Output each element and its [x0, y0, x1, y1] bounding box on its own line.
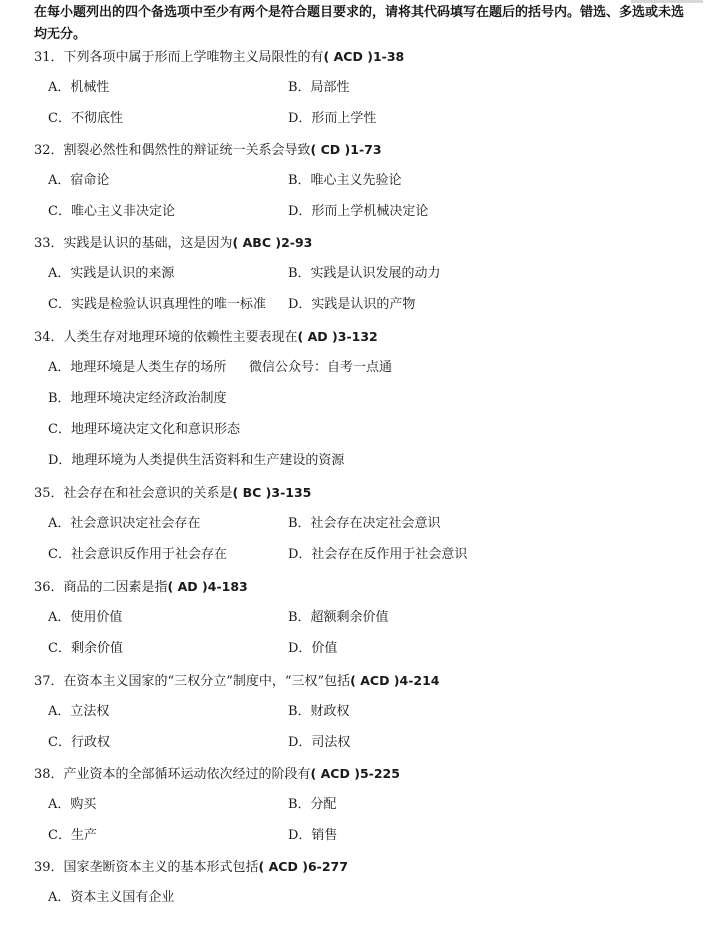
answer-key: ACD	[333, 49, 363, 64]
answer-key: CD	[320, 142, 341, 157]
option-a: A．资本主义国有企业	[48, 890, 175, 905]
option-a: A．宿命论	[48, 173, 110, 188]
page-reference: 5-225	[359, 766, 400, 781]
option-d: D．社会存在反作用于社会意识	[288, 547, 468, 562]
option-b: B．地理环境决定经济政治制度	[48, 391, 227, 406]
option-c: C．社会意识反作用于社会存在	[48, 547, 227, 562]
option-b: B．财政权	[288, 704, 350, 719]
question-37: 37．在资本主义国家的“三权分立”制度中，“三权”包括( ACD )4-214	[34, 673, 440, 689]
option-c: C．剩余价值	[48, 641, 123, 656]
answer-key: AD	[307, 329, 328, 344]
option-d: D．地理环境为人类提供生活资料和生产建设的资源	[48, 453, 345, 468]
option-b: B．社会存在决定社会意识	[288, 516, 441, 531]
option-d: D．销售	[288, 828, 338, 843]
option-b: B．超额剩余价值	[288, 610, 389, 625]
question-35: 35．社会存在和社会意识的关系是( BC )3-135	[34, 485, 312, 501]
question-33: 33．实践是认识的基础，这是因为( ABC )2-93	[34, 235, 313, 251]
option-d: D．形而上学机械决定论	[288, 204, 429, 219]
page-reference: 1-73	[350, 142, 382, 157]
answer-key: ACD	[320, 766, 350, 781]
question-stem: 36．商品的二因素是指	[34, 580, 168, 595]
option-c: C．实践是检验认识真理性的唯一标准	[48, 297, 266, 312]
question-stem: 38．产业资本的全部循环运动依次经过的阶段有	[34, 767, 311, 782]
option-c: C．不彻底性	[48, 111, 123, 126]
option-c: C．唯心主义非决定论	[48, 204, 175, 219]
option-b: B．局部性	[288, 80, 350, 95]
option-a: A．地理环境是人类生存的场所	[48, 360, 227, 375]
option-a: A．使用价值	[48, 610, 123, 625]
question-stem: 33．实践是认识的基础，这是因为	[34, 236, 233, 251]
question-stem: 31．下列各项中属于形而上学唯物主义局限性的有	[34, 50, 324, 65]
option-c: C．生产	[48, 828, 97, 843]
answer-key: ABC	[242, 235, 272, 250]
option-c: C．地理环境决定文化和意识形态	[48, 422, 240, 437]
watermark-note: 微信公众号：自考一点通	[249, 360, 393, 375]
answer-key: AD	[177, 579, 198, 594]
option-d: D．价值	[288, 641, 338, 656]
option-a: A．购买	[48, 797, 97, 812]
page-reference: 4-183	[207, 579, 248, 594]
question-39: 39．国家垄断资本主义的基本形式包括( ACD )6-277	[34, 859, 348, 875]
option-b: B．实践是认识发展的动力	[288, 266, 441, 281]
option-b: B．分配	[288, 797, 337, 812]
page-reference: 3-135	[271, 485, 312, 500]
question-stem: 39．国家垄断资本主义的基本形式包括	[34, 860, 259, 875]
question-31: 31．下列各项中属于形而上学唯物主义局限性的有( ACD )1-38	[34, 49, 405, 65]
page-reference: 2-93	[281, 235, 313, 250]
option-c: C．行政权	[48, 735, 110, 750]
question-stem: 35．社会存在和社会意识的关系是	[34, 486, 233, 501]
option-b: B．唯心主义先验论	[288, 173, 402, 188]
answer-key: ACD	[268, 859, 298, 874]
page-reference: 4-214	[399, 673, 440, 688]
question-stem: 34．人类生存对地理环境的依赖性主要表现在	[34, 330, 298, 345]
question-34: 34．人类生存对地理环境的依赖性主要表现在( AD )3-132	[34, 329, 378, 345]
question-32: 32．割裂必然性和偶然性的辩证统一关系会导致( CD )1-73	[34, 142, 382, 158]
option-d: D．司法权	[288, 735, 351, 750]
question-36: 36．商品的二因素是指( AD )4-183	[34, 579, 248, 595]
question-38: 38．产业资本的全部循环运动依次经过的阶段有( ACD )5-225	[34, 766, 400, 782]
page-reference: 6-277	[307, 859, 348, 874]
option-a: A．机械性	[48, 80, 110, 95]
section-instructions: 在每小题列出的四个备选项中至少有两个是符合题目要求的，请将其代码填写在题后的括号内。错选、多选或未选均无分。	[34, 5, 685, 42]
page-reference: 1-38	[372, 49, 405, 64]
option-a: A．立法权	[48, 704, 110, 719]
option-d: D．形而上学性	[288, 111, 377, 126]
option-a: A．实践是认识的来源	[48, 266, 175, 281]
question-stem: 32．割裂必然性和偶然性的辩证统一关系会导致	[34, 143, 311, 158]
answer-key: BC	[242, 485, 262, 500]
option-d: D．实践是认识的产物	[288, 297, 416, 312]
page-reference: 3-132	[337, 329, 378, 344]
question-stem: 37．在资本主义国家的“三权分立”制度中，“三权”包括	[34, 674, 351, 689]
answer-key: ACD	[360, 673, 390, 688]
option-a: A．社会意识决定社会存在	[48, 516, 201, 531]
